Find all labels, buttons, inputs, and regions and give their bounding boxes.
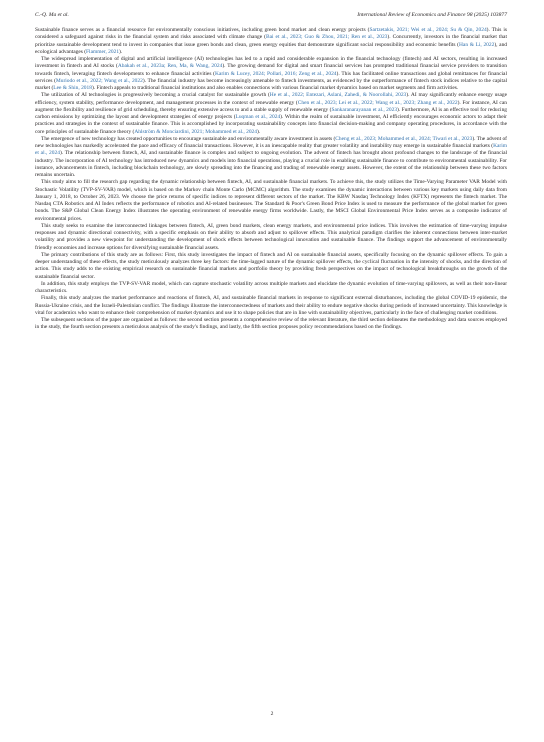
paragraph-text: The primary contributions of this study are as follows: First, this study investigates the impact of fintech and AI on sustainable financial assets, specifically focusing on the dynamic spillover effects. To gain a deeper understanding of these effects, the study meticulously analyzes three key factors: the time-lagged nature of the dynamic spillover effects, the cyclical fluctuation in the intensity of shocks, and the direction of action. This study adds to the existing empirical research on sustainable financial markets and portfolio theory by providing fresh perspectives on the impact of technological breakthroughs on the growth of the sustainable financial sector. bbox=[35, 251, 507, 280]
paragraph-text: ). This is considered a safeguard against risks in the financial system and risks associated with climate change ( bbox=[35, 27, 507, 41]
citation-link[interactable]: Karim et al., 2024 bbox=[35, 143, 507, 157]
paragraph-text: ). For instance, AI can augment the flexibility and resilience of grid scheduling, thereby ensuring extensive access to and a stable supply of renewable energy ( bbox=[35, 99, 507, 113]
paragraph-text: The widespread implementation of digital and artificial intelligence (AI) technologies has led to a rapid and considerable expansion in the financial technology (fintech) and AI sectors, resulting in increased investment in fintech and AI stocks ( bbox=[35, 56, 507, 70]
paragraph-text: ). Fintech appeals to traditional financial institutions and also enables connections with various financial market dynamics based on market segments and firm activities. bbox=[91, 85, 459, 91]
header-journal: International Review of Economics and Finance 98 (2025) 103877 bbox=[357, 12, 507, 18]
body-paragraph bbox=[35, 92, 507, 136]
paragraph-text: The subsequent sections of the paper are organized as follows: the second section presents a comprehensive review of the relevant literature, the third section delineates the methodology and data sources employed in the study, the fourth section presents a meticulous analysis of the study's findings, and lastly, the fifth section proposes policy recommendations based on the findings. bbox=[35, 317, 507, 331]
citation-link[interactable]: Chen et al., 2023; Lei et al., 2022; Wang et al., 2023; Zhang et al., 2022 bbox=[297, 99, 458, 106]
citation-link[interactable]: He et al., 2022; Entezari, Aslani, Zahedi, & Noorollahi, 2023 bbox=[269, 92, 407, 99]
paragraph-text: The utilization of AI technologies is progressively becoming a crucial catalyst for sustainable growth ( bbox=[41, 92, 270, 99]
citation-link[interactable]: Bai et al., 2023; Guo & Zhou, 2021; Ren et al., 2023 bbox=[265, 34, 388, 41]
body-paragraph bbox=[35, 27, 507, 56]
paragraph-text: ). Furthermore, AI is an effective tool for reducing carbon emissions by optimizing the layout and development strategies of energy projects ( bbox=[35, 106, 508, 120]
paragraph-text: ). The relationship between fintech, AI, and sustainable finance is complex and subject to ongoing evolution. The advent of fintech has brought about profound changes to the landscape of the financial industry. The incorporation of AI technology has introduced new dynamics and models into financial operations, playing a crucial role in enabling sustainable finance to contribute to environmental sustainability. For instance, advancements in fintech, including blockchain technology, are slowly spreading into the financing and trading of renewable energy assets. However, the extent of the relationship between these two factors remains uncertain. bbox=[35, 150, 507, 178]
citation-link[interactable]: Karim & Lucey, 2024; Pollari, 2016; Zeng et al., 2024 bbox=[215, 70, 337, 77]
body-paragraph bbox=[35, 56, 507, 92]
citation-link[interactable]: Sankaranarayanan et al., 2023 bbox=[331, 106, 398, 113]
paragraph-text: ). Concurrently, investors in the financial market that prioritize sustainable development tend to invest in companies that issue green bonds and clean, green energy equities that demonstrate significant social responsibility and economic benefits ( bbox=[35, 34, 507, 48]
paragraph-text: ). AI may significantly enhance energy usage efficiency, system stability, performance development, and management processes in the context of renewable energy ( bbox=[35, 92, 507, 106]
citation-link[interactable]: Lee & Shin, 2018 bbox=[53, 85, 92, 91]
citation-link[interactable]: Cheng et al., 2023; Mohammed et al., 2024; Tiwari et al., 2023 bbox=[335, 135, 473, 142]
page-number: 2 bbox=[270, 711, 274, 717]
article-body bbox=[35, 27, 507, 332]
paragraph-text: This study seeks to examine the interconnected linkages between fintech, AI, green bond markets, clean energy markets, and environmental price indices. This involves the estimation of time-varying impulse responses and dynamic directional connectivity, with a specific emphasis on their ability to absorb and adjust to spillover effects. This analytical paradigm clarifies the inherent connections between inter-market volatility and provides a new viewpoint for understanding the development of shock effects between technological innovation and sustainable finance. The findings support the advancement of environmentally friendly economies and increase options for diversifying sustainable financial assets. bbox=[35, 222, 507, 251]
paragraph-text: ). The growing demand for digital and smart financial services has prompted traditional financial service providers to transition towards fintech, leveraging fintech developments to enhance financial activities ( bbox=[35, 63, 507, 77]
paragraph-text: ). The advent of new technologies has markedly accelerated the pace and efficacy of financial transactions. However, it is an inescapable reality that greater volatility and instability may emerge in sustainable financial markets ( bbox=[35, 135, 507, 149]
body-paragraph bbox=[35, 223, 507, 252]
citation-link[interactable]: Luqman et al., 2024 bbox=[235, 114, 281, 120]
citation-link[interactable]: Flammer, 2021 bbox=[86, 48, 120, 55]
citation-link[interactable]: Sartzetakis, 2021; Wei et al., 2024; Su & Qin, 2024 bbox=[369, 27, 487, 33]
paragraph-text: ). The financial industry has become increasingly amenable to fintech investments, as evidenced by the outperformance of fintech stock indices relative to the capital market ( bbox=[35, 77, 507, 91]
paragraph-text: ). bbox=[257, 128, 261, 135]
citation-link[interactable]: Abakah et al., 2023a; Ren, Ma, & Wang, 2024 bbox=[117, 63, 223, 70]
paragraph-text: The emergence of new technology has created opportunities to encourage sustainable and environmentally aware investment in assets ( bbox=[41, 135, 336, 142]
running-header bbox=[35, 12, 507, 22]
paragraph-text: ), and ecological advantages ( bbox=[35, 41, 508, 55]
body-paragraph bbox=[35, 281, 507, 296]
paragraph-text: Finally, this study analyzes the market performance and reactions of fintech, AI, and sustainable financial markets in response to significant external disturbances, including the global COVID-19 epidemic, the Russia-Ukraine crisis, and the Israeli-Palestinian conflict. The findings illustrate the interconnectedness of markets and their ability to endure negative shocks during periods of increased uncertainty. This knowledge is vital for academics who want to enhance their comprehension of market dynamics and use it to shape policies that are in line with sustainability objectives, particularly in the face of challenging market conditions. bbox=[35, 295, 507, 316]
body-paragraph bbox=[35, 179, 507, 223]
paragraph-text: ). Within the realm of sustainable investment, AI efficiently encourages economic actors to adapt their practices and strategies in the context of sustainable finance. This is accomplished by incorporating sustainability concepts into financial decision-making and company operating procedures, in accordance with the core principles of sustainable finance theory ( bbox=[35, 114, 507, 135]
citation-link[interactable]: Ahlström & Monciardini, 2021; Mohammed et al., 2024 bbox=[134, 128, 257, 135]
paragraph-text: Sustainable finance serves as a financial resource for environmentally conscious initiatives, including green bond market and clean energy projects ( bbox=[35, 27, 370, 33]
body-paragraph bbox=[35, 252, 507, 281]
paragraph-text: In addition, this study employs the TVP-SV-VAR model, which can capture stochastic volatility across multiple markets and elucidate the dynamic evolution of time-varying spillovers, as well as their non-linear characteristics. bbox=[35, 280, 507, 294]
header-authors: C.-Q. Ma et al. bbox=[35, 12, 69, 18]
body-paragraph bbox=[35, 317, 507, 332]
body-paragraph bbox=[35, 295, 507, 317]
citation-link[interactable]: Muriodo et al., 2022; Wang et al., 2022 bbox=[55, 77, 143, 84]
body-paragraph bbox=[35, 136, 507, 180]
paragraph-text: This study aims to fill the research gap regarding the dynamic relationship between fintech, AI, and sustainable financial markets. To achieve this, the study utilizes the Time-Varying Parameter VAR Model with Stochastic Volatility (TVP-SV-VAR) model, which is based on the Markov chain Monte Carlo (MCMC) algorithm. The study examines the dynamic interactions between various key markets using daily data from January 1, 2018, to October 26, 2023. We choose the price returns of specific indices to represent different sectors of the market. The KBW Nasdaq Technology Index (KFTX) represents the fintech market. The Nasdaq CTA Robotics and AI Index reflects the performance of robotics and AI-related businesses. The Standard & Poor's Green Bond Price Index is used to measure the performance of the global market for green bonds. The S&P Global Clean Energy Index illustrates the operating environment of renewable energy firms worldwide. Lastly, the MSCI Global Environmental Price Index serves as a composite indicator of environmental prices. bbox=[35, 179, 507, 222]
paragraph-text: ). This has facilitated online transactions and global remittances for financial services ( bbox=[35, 70, 507, 84]
paragraph-text: ). bbox=[119, 48, 123, 55]
citation-link[interactable]: Han & Li, 2022 bbox=[459, 41, 495, 48]
